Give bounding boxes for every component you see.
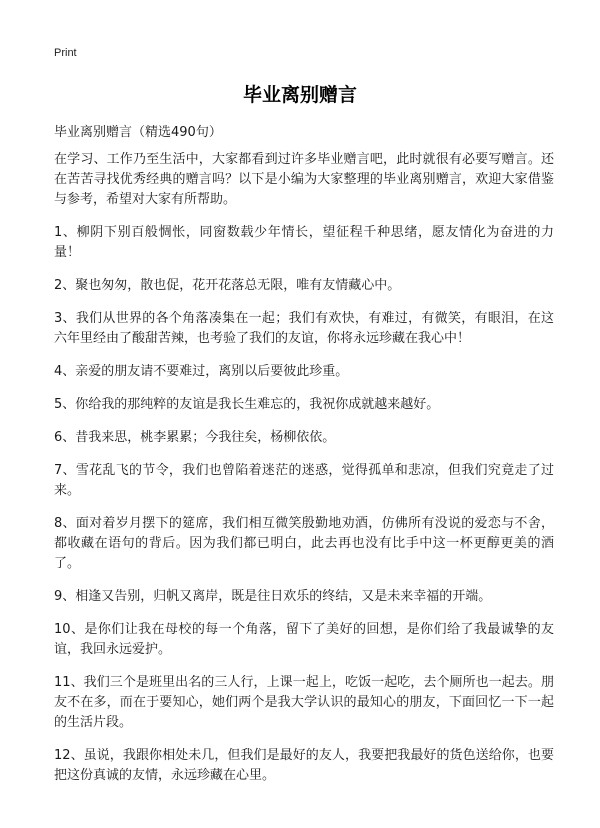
list-item: 4、亲爱的朋友请不要难过，离别以后要彼此珍重。 — [54, 364, 349, 379]
list-item: 9、相逢又告别，归帆又离岸，既是往日欢乐的终结，又是未来幸福的开端。 — [54, 589, 492, 604]
list-item: 12、虽说，我跟你相处未几，但我们是最好的友人，我要把我最好的货色送给你，也要把这份真诚的友情，永远珍藏在心里。 — [54, 748, 554, 783]
list-item: 10、是你们让我在母校的每一个角落，留下了美好的回想，是你们给了我最诚挚的友谊，我回永远爱护。 — [54, 622, 554, 657]
list-item: 3、我们从世界的各个角落凑集在一起；我们有欢快，有难过，有微笑，有眼泪，在这六年里经由了酸甜苦辣，也考验了我们的友谊，你将永远珍藏在我心中！ — [54, 311, 554, 346]
list-item: 1、柳阴下别百般惆怅，同窗数载少年情长，望征程千种思绪，愿友情化为奋进的力量！ — [54, 225, 554, 260]
list-item: 5、你给我的那纯粹的友谊是我长生难忘的，我祝你成就越来越好。 — [54, 397, 440, 412]
subtitle: 毕业离别赠言（精选490句） — [54, 125, 222, 140]
list-item: 7、雪花乱飞的节令，我们也曾陷着迷茫的迷惑，觉得孤单和悲凉，但我们究竟走了过来。 — [54, 463, 554, 498]
page-title: 毕业离别赠言 — [242, 84, 357, 106]
intro-paragraph: 在学习、工作乃至生活中，大家都看到过许多毕业赠言吧，此时就很有必要写赠言。还在苦苦寻找优秀经典的赠言吗？以下是小编为大家整理的毕业离别赠言，欢迎大家借鉴与参考，希望对大家有所帮助。 — [54, 152, 554, 207]
list-item: 6、昔我来思，桃李累累；今我往矣，杨柳依依。 — [54, 430, 336, 445]
article-body — [54, 150, 554, 799]
list-item: 8、面对着岁月摆下的筵席，我们相互微笑殷勤地劝酒，仿佛所有没说的爱恋与不舍，都收藏在语句的背后。因为我们都已明白，此去再也没有比手中这一杯更醇更美的酒了。 — [54, 516, 554, 571]
print-link[interactable]: Print — [54, 47, 77, 59]
list-item: 2、聚也匆匆，散也促，花开花落总无限，唯有友情藏心中。 — [54, 278, 401, 293]
list-item: 11、我们三个是班里出名的三人行，上课一起上，吃饭一起吃，去个厕所也一起去。朋友不在多，而在于要知心，她们两个是我大学认识的最知心的朋友，下面回忆一下一起的生活片段。 — [54, 675, 554, 730]
